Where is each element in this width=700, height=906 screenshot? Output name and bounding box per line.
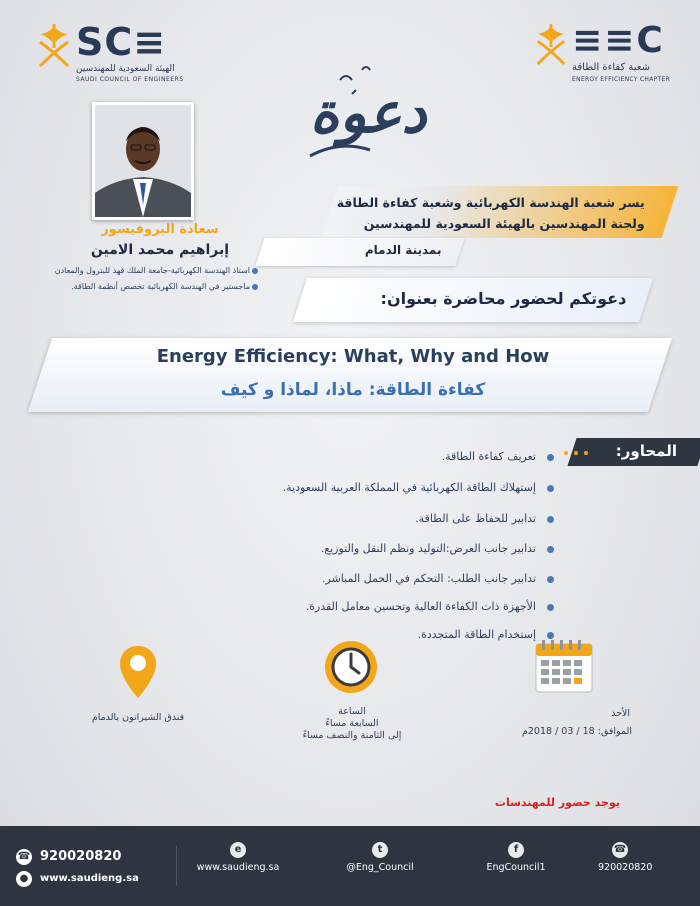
hosts-line-1: يسر شعبة الهندسة الكهربائية وشعبة كفاءة الطاقة [336, 195, 645, 210]
footer-social-facebook[interactable]: EngCouncil1 [486, 862, 546, 873]
phone-icon: ☎ [612, 842, 628, 858]
footer-phone[interactable]: 920020820 [40, 849, 122, 864]
event-venue: فندق الشيراتون بالدمام [91, 712, 185, 723]
globe-icon: ● [16, 871, 32, 887]
event-time-end: إلى الثامنة والنصف مساءً [302, 730, 402, 741]
bullet-icon [547, 516, 554, 523]
hosts-banner [322, 186, 679, 238]
palm-swords-icon [534, 22, 568, 70]
bullet-icon [547, 576, 554, 583]
speaker-credential: ماجستير في الهندسة الكهربائية تخصص أنظمة الطاقة. [71, 282, 250, 291]
speaker-photo [92, 102, 194, 220]
topics-heading: المحاور: [615, 442, 677, 460]
topic-item: إستخدام الطاقة المتجددة. [417, 628, 536, 641]
clock-icon [324, 640, 378, 694]
footer-social-twitter[interactable]: @Eng_Council [346, 862, 414, 873]
bullet-icon [547, 546, 554, 553]
footer-social-phone[interactable]: 920020820 [598, 862, 653, 873]
event-date: الموافق: 18 / 03 / 2018م [521, 726, 632, 737]
twitter-icon: t [372, 842, 388, 858]
eec-logo [534, 18, 671, 83]
footer-social-website[interactable]: www.saudieng.sa [196, 862, 280, 873]
speaker-name: إبراهيم محمد الامين [90, 242, 230, 258]
female-engineers-note: يوجد حضور للمهندسات [494, 796, 620, 809]
bullet-icon [547, 485, 554, 492]
eec-arabic-name: شعبة كفاءة الطاقة [572, 62, 650, 73]
web-icon: e [230, 842, 246, 858]
topic-item: الأجهزة ذات الكفاءة العالية وتحسين معامل القدرة. [305, 600, 536, 613]
speaker-honorific: سعادة البروفيسور [101, 222, 219, 237]
location-pin-icon [118, 644, 158, 700]
eec-english-name: ENERGY EFFICIENCY CHAPTER [572, 76, 671, 83]
topic-item: تدابير جانب العرض:التوليد ونظم النقل والتوزيع. [320, 542, 536, 555]
bullet-icon [547, 604, 554, 611]
event-day: الأحد [611, 708, 630, 719]
sce-arabic-name: الهيئة السعودية للمهندسين [76, 64, 175, 74]
facebook-icon: f [508, 842, 524, 858]
invitation-title [300, 60, 460, 170]
lecture-title-arabic: كفاءة الطاقة: ماذا، لماذا و كيف [220, 380, 486, 400]
dots-decoration-icon [560, 446, 600, 460]
topic-item: تدابير جانب الطلب: التحكم في الحمل المباشر. [322, 572, 536, 585]
palm-swords-icon [36, 22, 72, 72]
event-time-start: السابعة مساءً [325, 718, 379, 729]
city-banner [255, 238, 464, 266]
footer-divider [176, 846, 177, 886]
speaker-portrait-icon [95, 105, 191, 217]
sce-logo [36, 18, 186, 83]
hosts-line-2: ولجنة المهندسين بالهيئة السعودية للمهندسين [363, 216, 645, 231]
bullet-icon [252, 284, 258, 290]
calendar-icon [534, 636, 594, 694]
bullet-icon [252, 268, 258, 274]
eec-wordmark: ≡≡C [572, 20, 665, 61]
topic-item: تدابير للحفاظ على الطاقة. [415, 512, 536, 525]
speaker-credential: استاذ الهندسة الكهربائية-جامعة الملك فهد للبترول والمعادن [54, 266, 250, 275]
phone-icon: ☎ [16, 849, 32, 865]
sce-english-name: SAUDI COUNCIL OF ENGINEERS [76, 76, 184, 83]
lecture-title-english: Energy Efficiency: What, Why and How [156, 346, 550, 367]
invitation-title-text: دعوة [310, 80, 427, 146]
city-text: بمدينة الدمام [364, 243, 442, 257]
sce-wordmark: SC≡ [76, 20, 167, 64]
event-time-label: الساعة [338, 706, 366, 717]
invite-banner [293, 278, 653, 322]
bullet-icon [547, 454, 554, 461]
topic-item: إستهلاك الطاقة الكهربائية في المملكة العربية السعودية. [282, 481, 536, 494]
topic-item: تعريف كفاءة الطاقة. [441, 450, 536, 463]
footer-website[interactable]: www.saudieng.sa [40, 873, 139, 884]
invite-text: دعوتكم لحضور محاضرة بعنوان: [380, 289, 627, 308]
